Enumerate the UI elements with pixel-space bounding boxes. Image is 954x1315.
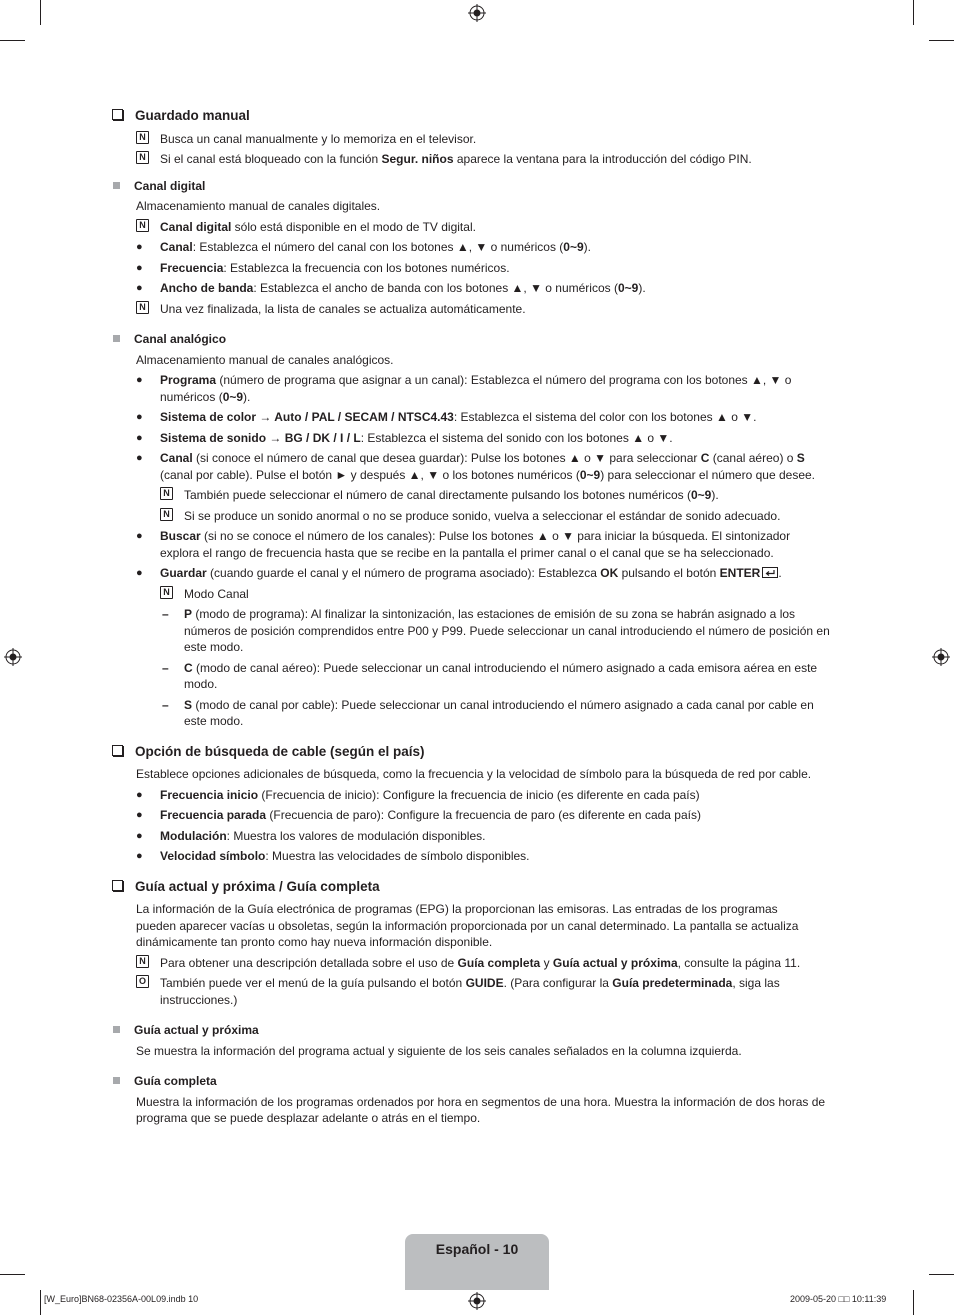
subsection-heading: Canal digital (110, 178, 845, 195)
note-item: O También puede ver el menú de la guía pulsando el botón GUIDE. (Para configurar la Guía predeterminada, siga las instrucciones.) (110, 975, 845, 1008)
list-item: ● Canal: Establezca el número del canal con los botones ▲, ▼ o numéricos (0~9). (136, 240, 591, 254)
list-item: ● Frecuencia: Establezca la frecuencia con los botones numéricos. (136, 260, 510, 275)
footer-file-info: [W_Euro]BN68-02356A-00L09.indb 10 (44, 1294, 199, 1304)
note-item: N Si el canal está bloqueado con la función Segur. niños aparece la ventana para la introducción del código PIN. (110, 151, 845, 168)
square-bullet-icon (113, 1026, 120, 1033)
manual-page-content (110, 108, 845, 1127)
square-bullet-icon (113, 182, 120, 189)
list-item: ● Guardar (cuando guarde el canal y el número de programa asociado): Establezca OK pulsando el botón ENTER . (136, 566, 782, 580)
subsection-heading: Canal analógico (110, 331, 845, 348)
bullet-icon: ● (136, 530, 143, 542)
list-item: ● Frecuencia parada (Frecuencia de paro): Configure la frecuencia de paro (es diferente en cada país) (136, 808, 701, 822)
note-icon: N (136, 131, 149, 144)
note-item: N Busca un canal manualmente y lo memoriza en el televisor. (110, 131, 845, 148)
bullet-icon: ● (136, 850, 143, 862)
square-bullet-icon (113, 335, 120, 342)
bullet-icon: ● (136, 261, 143, 274)
paragraph: La información de la Guía electrónica de programas (EPG) la proporcionan las emisoras. Las entradas de los programas pueden aparecer vacías u obsoletas, según la información proporcionada por un canal determinado. La pantalla se actualiza dinámicamente tan pronto como hay nueva información disponible. (136, 902, 799, 949)
checkbox-icon (112, 109, 123, 120)
registration-mark-icon (932, 648, 950, 666)
enter-icon (762, 567, 778, 578)
bullet-icon: ● (136, 374, 143, 386)
paragraph: Establece opciones adicionales de búsqueda, como la frecuencia y la velocidad de símbolo para la búsqueda de red por cable. (136, 767, 812, 781)
paragraph: Muestra la información de los programas ordenados por hora en segmentos de una hora. Muestra la información de dos horas de programa que se puede desplazar adelante o atrás en el tiempo. (136, 1094, 826, 1125)
note-icon: N (136, 219, 149, 232)
crop-mark (913, 1290, 914, 1315)
subsection-heading: Guía actual y próxima (110, 1022, 845, 1039)
dash-marker: – (162, 660, 169, 675)
bullet-icon: ● (136, 241, 143, 253)
list-item: ● Frecuencia inicio (Frecuencia de inicio): Configure la frecuencia de inicio (es diferente en cada país) (136, 787, 700, 802)
registration-mark-icon (4, 648, 22, 666)
crop-mark (0, 40, 25, 41)
note-icon: N (160, 508, 173, 521)
note-icon: N (136, 955, 149, 968)
list-item: ● Canal (si conoce el número de canal que desea guardar): Pulse los botones ▲ o ▼ para seleccionar C (canal aéreo) o S (canal por cable). Pulse el botón ► y después ▲, ▼ o los botones numéricos (0~9) para seleccionar el número que desee. (136, 451, 815, 482)
crop-mark (929, 1274, 954, 1275)
section-heading: Guía actual y próxima / Guía completa (110, 879, 845, 896)
checkbox-icon (112, 880, 123, 891)
list-item: ● Programa (número de programa que asignar a un canal): Establezca el número del programa con los botones ▲, ▼ o numéricos (0~9). (136, 373, 792, 404)
remote-note-icon: O (136, 975, 149, 988)
note-item: N También puede seleccionar el número de canal directamente pulsando los botones numéricos (0~9). (110, 487, 845, 504)
list-item: ● Buscar (si no se conoce el número de los canales): Pulse los botones ▲ o ▼ para iniciar la búsqueda. El sintonizador explora el rango de frecuencia hasta que se recibe en la pantalla el primer canal o el canal que se ha seleccionado. (136, 529, 791, 560)
crop-mark (913, 0, 914, 25)
note-item: N Para obtener una descripción detallada sobre el uso de Guía completa y Guía actual y próxima, consulte la página 11. (110, 955, 845, 972)
page-number: Español - 10 (435, 1241, 519, 1257)
dash-item: – C (modo de canal aéreo): Puede seleccionar un canal introduciendo el número asignado a cada emisora aérea en este modo. (162, 660, 818, 691)
note-icon: N (136, 301, 149, 314)
bullet-icon: ● (136, 567, 143, 579)
subsection-heading: Guía completa (110, 1073, 845, 1090)
note-item: N Si se produce un sonido anormal o no se produce sonido, vuelva a seleccionar el estándar de sonido adecuado. (110, 508, 845, 525)
dash-item: – P (modo de programa): Al finalizar la sintonización, las estaciones de emisión de su zona se habrán asignado a los números de posición comprendidos entre P00 y P99. Puede seleccionar un canal introduciendo el número de posición en este modo. (162, 607, 830, 654)
bullet-icon: ● (136, 452, 143, 464)
registration-mark-icon (468, 4, 486, 22)
section-heading: Guardado manual (110, 108, 845, 125)
bullet-icon: ● (136, 788, 143, 801)
paragraph: Se muestra la información del programa actual y siguiente de los seis canales señalados en la columna izquierda. (136, 1043, 742, 1058)
square-bullet-icon (113, 1077, 120, 1084)
list-item: ● Velocidad símbolo: Muestra las velocidades de símbolo disponibles. (136, 849, 530, 863)
note-icon: N (160, 586, 173, 599)
checkbox-icon (112, 745, 123, 756)
paragraph: Almacenamiento manual de canales digitales. (136, 199, 381, 213)
paragraph: Almacenamiento manual de canales analógicos. (136, 352, 394, 367)
note-item: N Canal digital sólo está disponible en el modo de TV digital. (110, 219, 845, 236)
section-heading: Opción de búsqueda de cable (según el país) (110, 744, 845, 761)
dash-item: – S (modo de canal por cable): Puede seleccionar un canal introduciendo el número asignado a cada canal por cable en este modo. (162, 697, 814, 728)
crop-mark (0, 1274, 25, 1275)
bullet-icon: ● (136, 809, 143, 821)
bullet-icon: ● (136, 411, 143, 423)
list-item: ● Ancho de banda: Establezca el ancho de banda con los botones ▲, ▼ o numéricos (0~9). (136, 281, 646, 295)
bullet-icon: ● (136, 829, 143, 842)
note-item: N Una vez finalizada, la lista de canales se actualiza automáticamente. (110, 301, 845, 318)
footer-timestamp: 2009-05-20 □□ 10:11:39 (790, 1294, 887, 1304)
crop-mark (40, 0, 41, 25)
bullet-icon: ● (136, 282, 143, 294)
dash-marker: – (162, 697, 169, 712)
registration-mark-icon (468, 1292, 486, 1310)
note-item: N Modo Canal (110, 586, 845, 603)
note-icon: N (160, 487, 173, 500)
list-item: ● Sistema de color → Auto / PAL / SECAM / NTSC4.43: Establezca el sistema del color con los botones ▲ o ▼. (136, 410, 757, 424)
crop-mark (929, 40, 954, 41)
crop-mark (40, 1290, 41, 1315)
bullet-icon: ● (136, 431, 143, 444)
note-icon: N (136, 151, 149, 164)
list-item: ● Modulación: Muestra los valores de modulación disponibles. (136, 828, 486, 843)
list-item: ● Sistema de sonido → BG / DK / I / L: Establezca el sistema del sonido con los botones ▲ o ▼. (136, 430, 673, 445)
dash-marker: – (162, 607, 169, 621)
